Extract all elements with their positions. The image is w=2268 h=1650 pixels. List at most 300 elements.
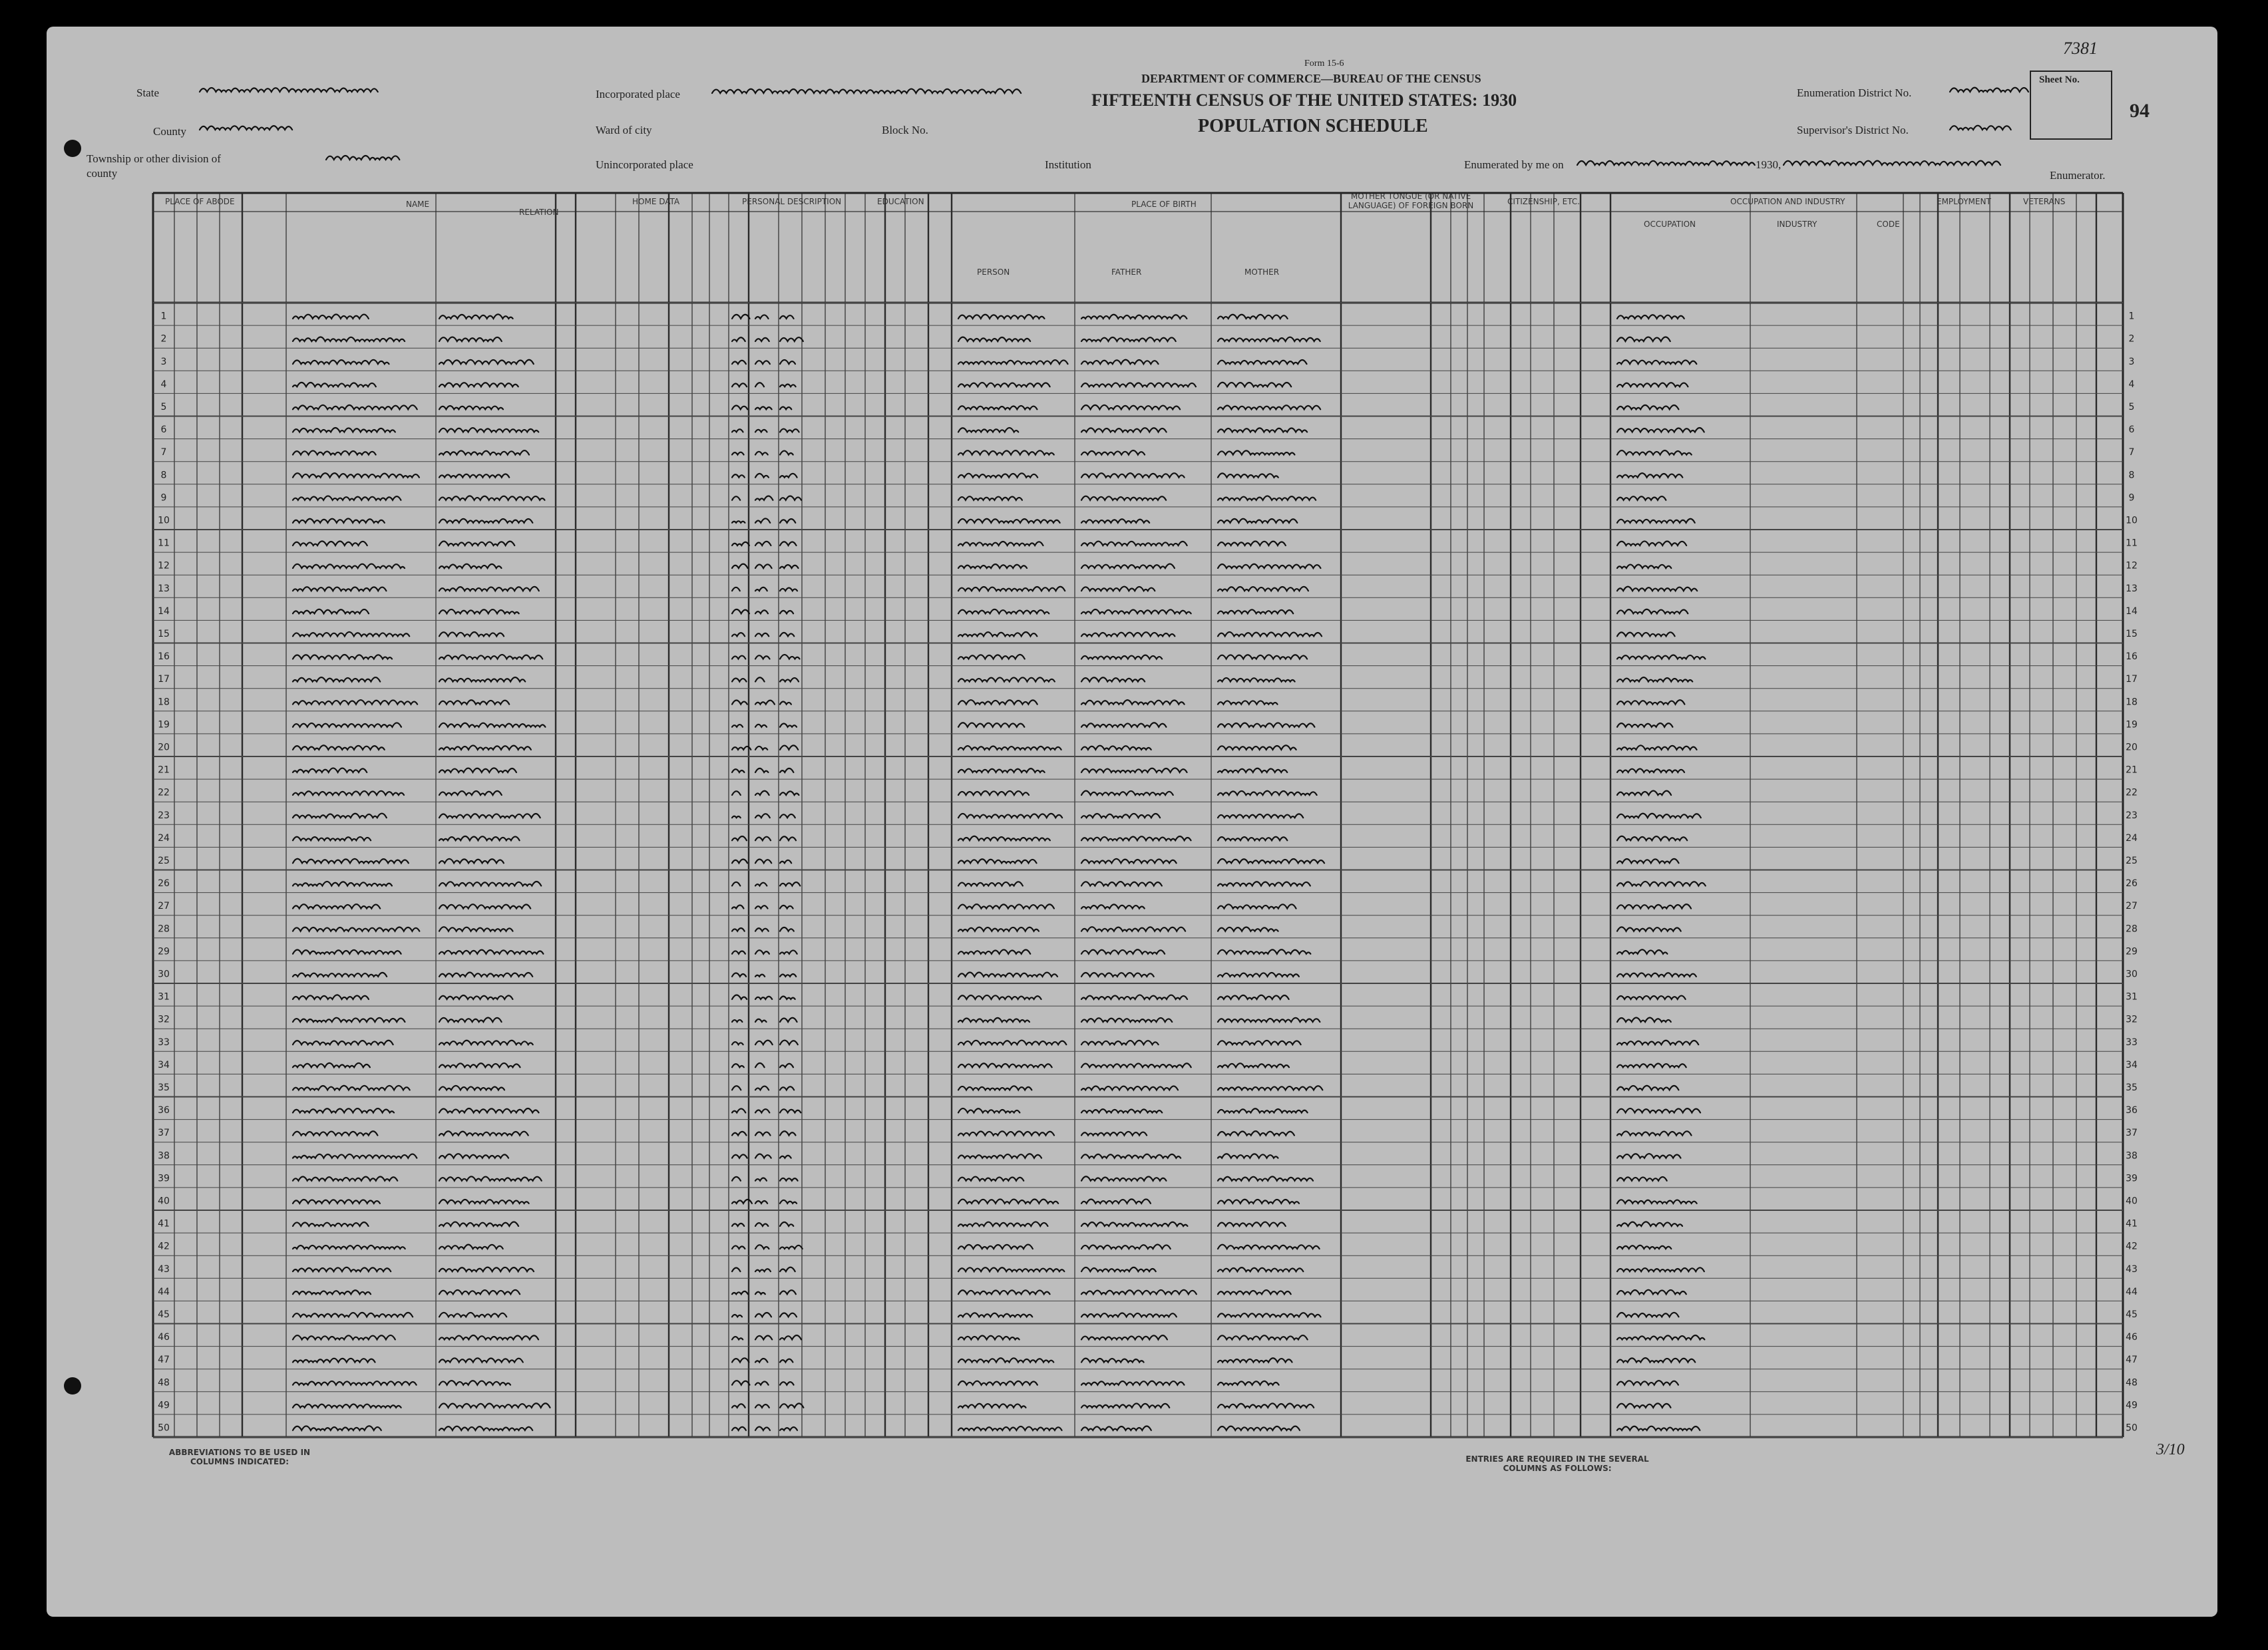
handwriting-birthplace-mother: [1218, 405, 1320, 409]
handwriting-age: [780, 337, 803, 341]
handwriting-enumerator-name: [1784, 161, 2000, 165]
row-number-right: 36: [2126, 1105, 2138, 1116]
handwriting-birthplace-father: [1081, 360, 1159, 364]
handwriting-race: [755, 452, 768, 455]
handwriting-birthplace-person: [958, 791, 1029, 795]
handwriting-race: [755, 883, 767, 886]
handwriting-age: [780, 611, 793, 613]
row-number-right: 42: [2126, 1241, 2138, 1252]
handwriting-birthplace-person: [958, 972, 1057, 976]
handwriting-sex: [732, 1245, 745, 1249]
handwriting-race: [755, 564, 772, 568]
handwriting-birthplace-person: [958, 1108, 1020, 1112]
handwriting-birthplace-mother: [1218, 1403, 1314, 1407]
handwriting-occupation: [1617, 1063, 1686, 1067]
handwriting-age: [780, 745, 798, 749]
handwriting-name: [293, 1313, 413, 1317]
row-number-right: 31: [2126, 991, 2138, 1003]
handwriting-race: [755, 975, 765, 977]
row-number-right: 43: [2126, 1263, 2138, 1275]
handwriting-age: [780, 655, 800, 659]
handwriting-relation: [439, 655, 542, 659]
row-number-right: 48: [2126, 1377, 2138, 1389]
handwriting-sex: [732, 995, 747, 999]
row-number-left: 2: [160, 333, 167, 345]
handwriting-birthplace-person: [958, 337, 1030, 341]
handwriting-birthplace-father: [1081, 995, 1187, 999]
handwriting-age: [780, 407, 791, 410]
handwriting-occupation: [1617, 700, 1684, 704]
handwriting-relation: [439, 1018, 502, 1022]
handwriting-occupation: [1617, 745, 1696, 749]
handwriting-birthplace-person: [958, 949, 1030, 953]
handwriting-birthplace-mother: [1218, 882, 1310, 886]
handwriting-birthplace-person: [958, 746, 1061, 750]
handwriting-relation: [439, 1108, 538, 1112]
handwriting-age: [780, 519, 795, 523]
handwriting-birthplace-person: [958, 609, 1049, 613]
handwriting-name: [293, 405, 417, 409]
handwriting-name: [293, 1426, 381, 1430]
handwriting-race: [755, 633, 769, 637]
handwriting-birthplace-father: [1081, 519, 1149, 523]
handwriting-name: [293, 949, 401, 953]
handwriting-relation: [439, 360, 534, 364]
handwriting-relation: [439, 745, 531, 749]
handwriting-race: [755, 701, 775, 705]
handwriting-occupation: [1617, 1041, 1698, 1045]
handwriting-birthplace-person: [958, 700, 1038, 705]
handwriting-occupation: [1617, 450, 1692, 455]
handwriting-birthplace-person: [958, 995, 1041, 999]
handwriting-birthplace-person: [958, 1154, 1041, 1158]
handwriting-name: [293, 609, 369, 614]
handwriting-race: [755, 1359, 767, 1363]
handwriting-race: [755, 474, 769, 478]
handwriting-race: [755, 1201, 767, 1204]
handwriting-birthplace-person: [958, 1313, 1032, 1317]
handwriting-birthplace-father: [1081, 973, 1154, 977]
handwriting-relation: [439, 383, 518, 387]
handwriting-relation: [439, 474, 509, 478]
handwriting-birthplace-person: [958, 1267, 1064, 1271]
handwriting-age: [780, 927, 794, 931]
handwriting-race: [755, 1313, 771, 1317]
row-number-left: 47: [158, 1355, 170, 1366]
handwriting-relation: [439, 1086, 504, 1090]
row-number-right: 25: [2126, 855, 2138, 866]
row-number-right: 32: [2126, 1014, 2138, 1025]
handwriting-birthplace-person: [958, 360, 1068, 364]
handwriting-name: [293, 655, 392, 659]
handwriting-birthplace-father: [1081, 1313, 1177, 1317]
handwriting-birthplace-mother: [1218, 973, 1299, 977]
handwriting-age: [780, 1290, 796, 1294]
handwriting-birthplace-person: [958, 383, 1050, 387]
handwriting-relation: [439, 904, 530, 908]
handwriting-birthplace-father: [1081, 315, 1187, 319]
row-number-right: 24: [2126, 832, 2138, 844]
row-number-right: 14: [2126, 605, 2138, 617]
handwriting-age: [780, 1267, 795, 1271]
handwriting-occupation: [1617, 1313, 1678, 1317]
handwriting-race: [755, 1109, 769, 1112]
handwriting-race: [755, 496, 773, 500]
handwriting-race: [755, 860, 771, 864]
subhead-father: FATHER: [1111, 267, 1142, 277]
handwriting-occupation: [1617, 791, 1671, 795]
handwriting-age: [780, 474, 797, 478]
row-number-left: 37: [158, 1128, 170, 1139]
row-number-left: 18: [158, 697, 170, 708]
handwriting-race: [755, 928, 769, 931]
handwriting-birthplace-father: [1081, 1132, 1147, 1136]
handwriting-age: [780, 451, 793, 455]
handwriting-race: [755, 1335, 772, 1339]
census-title: FIFTEENTH CENSUS OF THE UNITED STATES: 1930: [1091, 90, 1517, 110]
handwriting-name: [293, 564, 405, 568]
township-label: Township or other division of county: [87, 152, 221, 180]
handwriting-birthplace-mother: [1218, 1154, 1278, 1158]
handwriting-race: [755, 1178, 767, 1181]
handwriting-sex: [732, 973, 746, 976]
handwriting-name: [293, 360, 389, 364]
handwriting-race: [755, 1086, 769, 1090]
handwriting-relation: [439, 1063, 520, 1067]
handwriting-birthplace-person: [958, 450, 1054, 454]
handwriting-birthplace-person: [958, 882, 1023, 886]
handwriting-birthplace-mother: [1218, 1222, 1286, 1226]
handwriting-birthplace-person: [958, 406, 1037, 409]
handwriting-race: [755, 518, 770, 522]
handwriting-birthplace-person: [958, 1245, 1033, 1249]
row-number-left: 50: [158, 1422, 170, 1434]
handwriting-birthplace-mother: [1218, 678, 1295, 682]
row-number-left: 25: [158, 855, 170, 866]
handwriting-race: [755, 1381, 769, 1385]
handwriting-occupation: [1617, 949, 1667, 953]
handwriting-birthplace-person: [958, 1381, 1038, 1385]
handwriting-sex: [732, 633, 745, 636]
handwriting-race: [755, 315, 769, 318]
row-number-right: 30: [2126, 969, 2138, 980]
row-number-left: 19: [158, 719, 170, 731]
handwriting-name: [293, 745, 385, 750]
handwriting-birthplace-person: [958, 564, 1027, 568]
handwriting-birthplace-mother: [1218, 383, 1291, 387]
handwriting-race: [755, 1292, 765, 1294]
row-number-left: 48: [158, 1377, 170, 1389]
handwriting-relation: [439, 927, 513, 931]
handwriting-occupation: [1617, 1381, 1678, 1385]
handwriting-name: [293, 1086, 410, 1090]
handwriting-occupation: [1617, 565, 1671, 568]
handwriting-birthplace-mother: [1218, 1041, 1301, 1045]
handwriting-sex: [732, 452, 744, 455]
row-number-right: 40: [2126, 1196, 2138, 1207]
row-number-left: 3: [160, 356, 167, 367]
handwriting-birthplace-person: [958, 1358, 1053, 1362]
handwriting-occupation: [1617, 1200, 1697, 1203]
col-employment: EMPLOYMENT: [1937, 197, 1991, 206]
handwriting-birthplace-person: [958, 1018, 1030, 1022]
handwriting-age: [780, 1086, 794, 1090]
handwriting-occupation: [1617, 519, 1695, 523]
handwriting-relation: [439, 428, 538, 432]
handwriting-birthplace-mother: [1218, 1267, 1303, 1271]
handwriting-age: [780, 1245, 803, 1249]
handwriting-county: [200, 126, 292, 130]
handwriting-name: [293, 814, 387, 818]
handwriting-birthplace-father: [1081, 1290, 1197, 1294]
row-number-left: 44: [158, 1286, 170, 1297]
handwriting-sex: [732, 905, 744, 908]
subhead-code: CODE: [1877, 220, 1900, 229]
handwriting-name: [293, 995, 369, 999]
handwriting-sex: [732, 315, 750, 319]
handwriting-name: [293, 677, 380, 682]
handwriting-relation: [439, 836, 520, 840]
row-number-right: 5: [2128, 401, 2135, 412]
handwriting-age: [780, 1382, 794, 1385]
handwriting-race: [755, 837, 771, 841]
handwriting-age: [780, 565, 799, 568]
state-label: State: [136, 86, 159, 99]
handwriting-sex: [732, 609, 749, 613]
handwriting-relation: [439, 814, 540, 818]
row-number-right: 47: [2126, 1355, 2138, 1366]
handwriting-age: [780, 1131, 796, 1135]
row-number-right: 6: [2128, 424, 2135, 436]
row-number-right: 12: [2126, 560, 2138, 572]
handwriting-age: [780, 315, 794, 319]
handwriting-age: [780, 633, 794, 636]
row-number-right: 1: [2128, 311, 2135, 322]
handwriting-age: [780, 1313, 797, 1317]
handwriting-sex: [732, 1404, 745, 1407]
incorporated-place-label: Incorporated place: [596, 88, 680, 100]
handwriting-name: [293, 315, 369, 319]
handwriting-sex: [732, 542, 749, 546]
handwriting-birthplace-mother: [1218, 315, 1288, 319]
handwriting-race: [755, 1404, 769, 1408]
handwriting-birthplace-mother: [1218, 564, 1320, 568]
handwriting-relation: [439, 972, 532, 976]
handwriting-birthplace-father: [1081, 383, 1196, 387]
handwriting-occupation: [1617, 677, 1692, 681]
handwriting-birthplace-person: [958, 1131, 1054, 1135]
handwriting-birthplace-mother: [1218, 1245, 1320, 1249]
row-number-left: 28: [158, 923, 170, 935]
row-number-left: 38: [158, 1150, 170, 1162]
row-number-left: 6: [160, 424, 167, 436]
col-citizenship: CITIZENSHIP, ETC.: [1507, 197, 1581, 206]
handwriting-name: [293, 383, 376, 387]
handwriting-age: [780, 1109, 801, 1112]
handwriting-birthplace-person: [958, 1222, 1047, 1226]
handwriting-sex: [732, 701, 747, 705]
handwriting-birthplace-father: [1081, 1245, 1171, 1249]
handwriting-name: [293, 1381, 417, 1385]
handwriting-sex: [732, 1337, 743, 1339]
handwriting-sex: [732, 564, 748, 568]
handwriting-occupation: [1617, 1154, 1680, 1158]
row-number-right: 27: [2126, 901, 2138, 912]
handwriting-birthplace-person: [958, 1063, 1052, 1067]
row-number-right: 28: [2126, 923, 2138, 935]
handwriting-age: [780, 385, 796, 387]
handwriting-relation: [439, 564, 502, 568]
handwriting-age: [780, 768, 793, 772]
row-number-right: 34: [2126, 1059, 2138, 1071]
handwriting-race: [755, 768, 768, 772]
handwriting-age: [780, 724, 797, 727]
row-number-left: 11: [158, 538, 170, 549]
handwriting-relation: [439, 1267, 534, 1271]
handwriting-birthplace-father: [1081, 564, 1175, 568]
handwriting-occupation: [1617, 1358, 1695, 1363]
row-number-right: 17: [2126, 674, 2138, 685]
handwriting-occupation: [1617, 1131, 1692, 1135]
handwriting-race: [755, 677, 765, 681]
row-number-right: 50: [2126, 1422, 2138, 1434]
handwriting-age: [780, 1041, 798, 1045]
handwriting-birthplace-mother: [1218, 1313, 1321, 1317]
row-number-right: 20: [2126, 742, 2138, 753]
handwriting-race: [755, 997, 772, 999]
handwriting-birthplace-person: [958, 473, 1038, 477]
handwriting-relation: [439, 406, 503, 409]
handwriting-birthplace-father: [1081, 859, 1177, 863]
row-number-left: 23: [158, 810, 170, 821]
row-number-right: 10: [2126, 515, 2138, 526]
handwriting-sex: [732, 1064, 744, 1067]
handwriting-birthplace-father: [1081, 814, 1160, 818]
handwriting-age: [780, 974, 796, 977]
handwriting-name: [293, 632, 409, 636]
handwriting-enumeration-date: [1577, 161, 1755, 165]
handwriting-sex: [732, 1291, 748, 1294]
handwriting-birthplace-mother: [1218, 1200, 1299, 1204]
handwriting-race: [755, 1041, 773, 1045]
handwriting-sex: [732, 1358, 749, 1362]
schedule-title: POPULATION SCHEDULE: [1198, 116, 1428, 136]
row-number-right: 26: [2126, 878, 2138, 890]
handwriting-race: [755, 361, 770, 364]
handwriting-relation: [439, 995, 512, 999]
handwriting-supervisors-district: [1950, 126, 2011, 130]
handwriting-birthplace-father: [1081, 949, 1165, 953]
handwriting-birthplace-mother: [1218, 450, 1294, 454]
handwriting-birthplace-person: [958, 1041, 1066, 1045]
row-number-right: 8: [2128, 470, 2135, 481]
handwriting-birthplace-father: [1081, 791, 1173, 795]
handwriting-name: [293, 518, 385, 522]
row-number-left: 43: [158, 1263, 170, 1275]
handwriting-occupation: [1617, 609, 1688, 613]
handwriting-relation: [439, 1358, 523, 1362]
handwriting-occupation: [1617, 836, 1687, 840]
handwriting-township: [326, 156, 399, 160]
handwriting-sex: [732, 1154, 747, 1158]
handwriting-incorporated-place: [712, 89, 1021, 94]
handwriting-birthplace-person: [958, 587, 1065, 591]
handwriting-birthplace-father: [1081, 1199, 1151, 1203]
handwriting-age: [780, 1200, 797, 1204]
block-no-label: Block No.: [882, 124, 928, 136]
handwriting-birthplace-mother: [1218, 1018, 1320, 1022]
handwriting-race: [755, 725, 767, 727]
handwriting-relation: [439, 496, 544, 500]
handwriting-birthplace-person: [958, 632, 1037, 636]
row-number-left: 42: [158, 1241, 170, 1252]
handwriting-birthplace-father: [1081, 904, 1145, 908]
handwriting-sex: [732, 1224, 744, 1226]
handwriting-birthplace-father: [1081, 1109, 1162, 1112]
handwriting-relation: [439, 314, 513, 319]
handwriting-birthplace-father: [1081, 1086, 1178, 1090]
stamp-number: 7381: [2063, 39, 2098, 58]
handwriting-relation: [439, 450, 529, 454]
handwriting-relation: [439, 1176, 542, 1180]
handwriting-birthplace-mother: [1218, 837, 1287, 840]
row-number-left: 39: [158, 1173, 170, 1184]
county-label: County: [153, 125, 187, 138]
row-number-left: 46: [158, 1332, 170, 1343]
handwriting-relation: [439, 1041, 533, 1045]
handwriting-sex: [732, 1381, 750, 1385]
handwriting-birthplace-person: [958, 1199, 1058, 1203]
handwriting-birthplace-person: [958, 768, 1045, 772]
handwriting-occupation: [1617, 1177, 1667, 1181]
enumeration-district-label: Enumeration District No.: [1797, 86, 1912, 99]
row-number-right: 33: [2126, 1037, 2138, 1048]
handwriting-occupation: [1617, 1245, 1671, 1249]
row-number-left: 33: [158, 1037, 170, 1048]
handwriting-birthplace-person: [958, 904, 1054, 908]
row-number-left: 40: [158, 1196, 170, 1207]
handwriting-name: [293, 1108, 394, 1112]
handwriting-sex: [732, 882, 740, 886]
handwriting-age: [780, 1064, 793, 1067]
handwriting-occupation: [1617, 1018, 1671, 1022]
handwriting-relation: [439, 1245, 503, 1249]
handwriting-age: [780, 360, 795, 364]
col-mother-tongue: MOTHER TONGUE (OR NATIVE LANGUAGE) OF FOREIGN BORN: [1348, 192, 1474, 210]
handwriting-race: [755, 338, 769, 341]
handwriting-age: [780, 950, 797, 953]
handwriting-birthplace-father: [1081, 542, 1187, 546]
ward-of-city-label: Ward of city: [596, 124, 652, 136]
handwriting-age: [780, 1178, 798, 1181]
handwriting-occupation: [1617, 882, 1706, 886]
handwriting-name: [293, 723, 401, 727]
handwriting-birthplace-person: [958, 496, 1022, 500]
handwriting-sex: [732, 816, 741, 818]
handwriting-birthplace-mother: [1218, 1108, 1308, 1112]
sheet-number-label: Sheet No.: [2039, 75, 2080, 85]
handwriting-sex: [732, 429, 743, 432]
handwriting-name: [293, 1200, 380, 1204]
handwriting-birthplace-mother: [1218, 632, 1322, 636]
handwriting-race: [755, 746, 767, 750]
row-number-right: 18: [2126, 697, 2138, 708]
handwriting-birthplace-father: [1081, 473, 1185, 477]
row-number-left: 24: [158, 832, 170, 844]
col-occupation-industry: OCCUPATION AND INDUSTRY: [1730, 197, 1845, 206]
margin-note: 3/10: [2156, 1441, 2185, 1458]
handwriting-relation: [439, 882, 541, 886]
